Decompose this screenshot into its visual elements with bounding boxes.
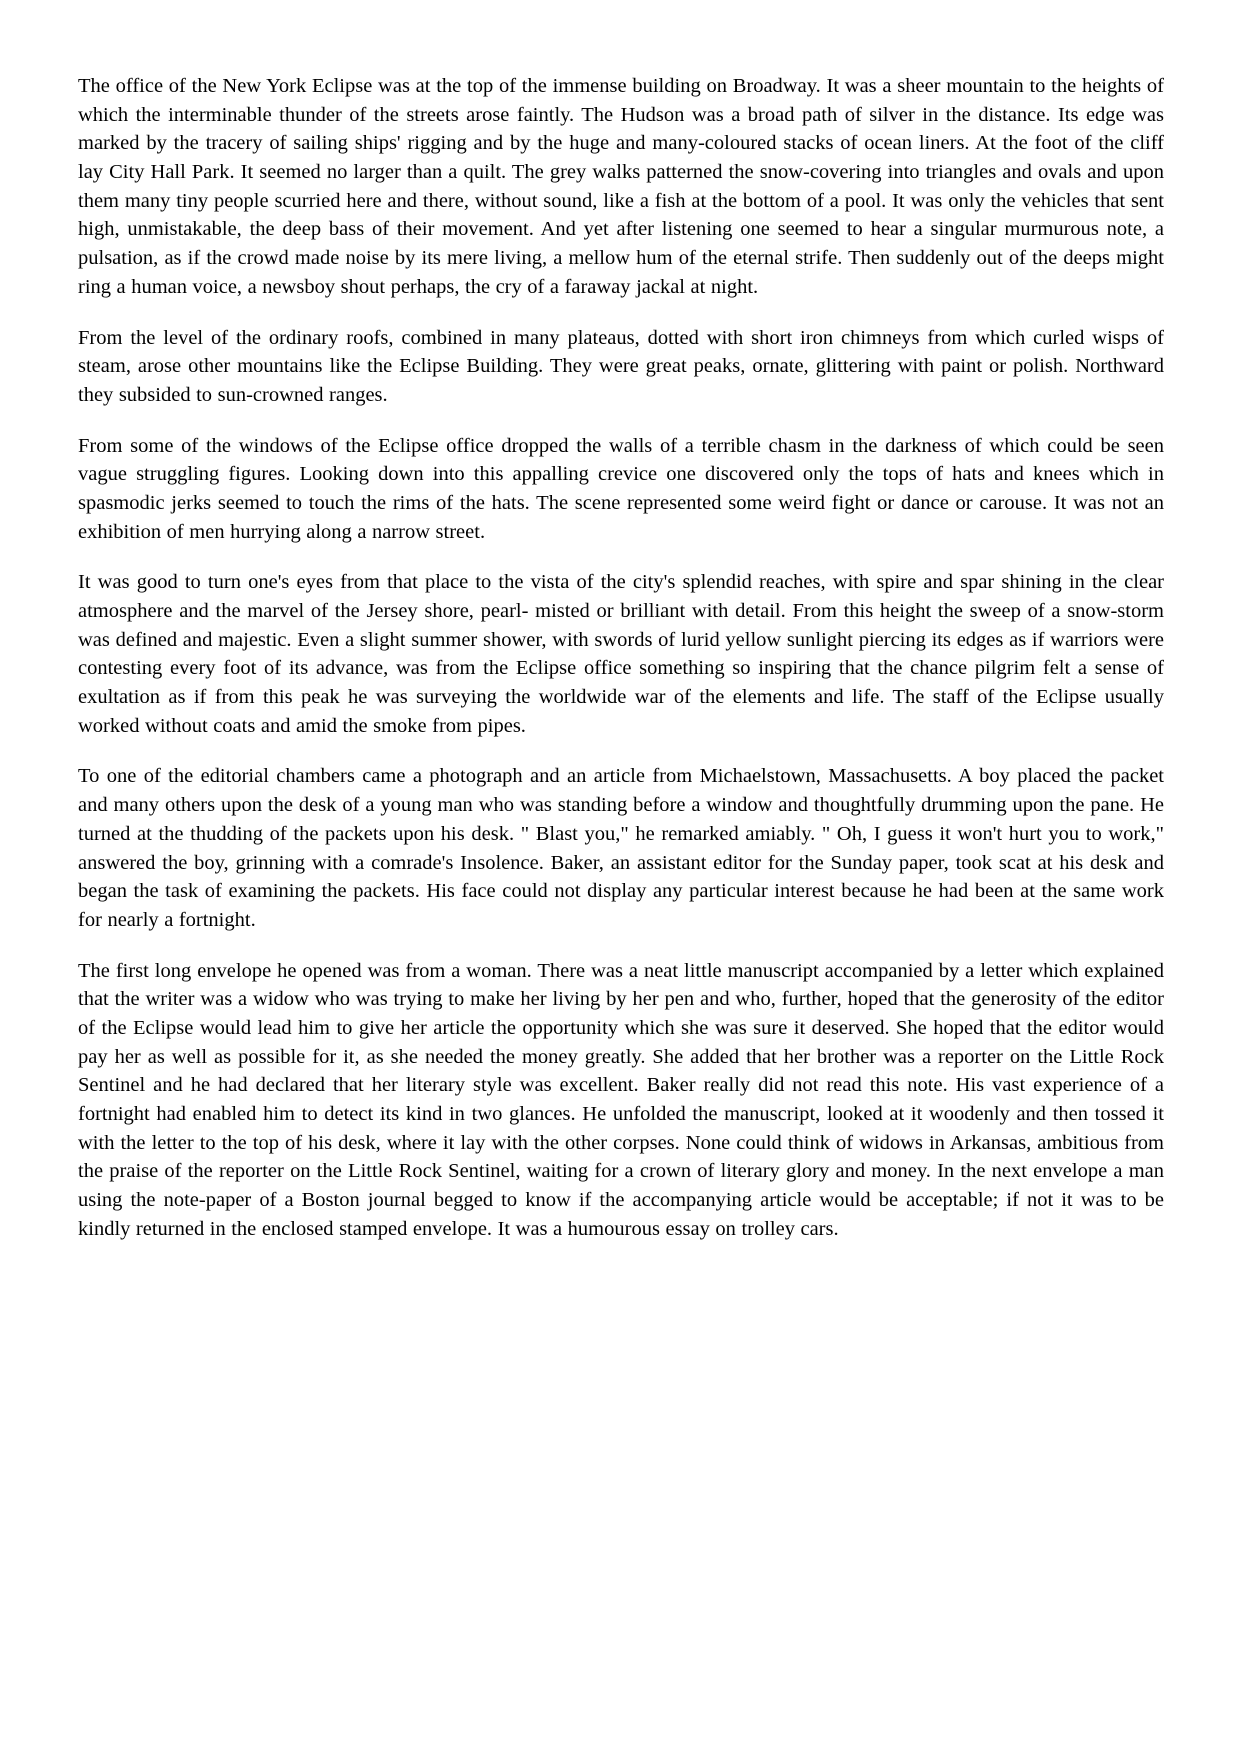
paragraph: The first long envelope he opened was from a woman. There was a neat little manuscript accompanied by a letter which explained that the writer was a widow who was trying to make her living by her pen and who, further, hoped that the generosity of the editor of the Eclipse would lead him to give her article the opportunity which she was sure it deserved. She hoped that the editor would pay her as well as possible for it, as she needed the money greatly. She added that her brother was a reporter on the Little Rock Sentinel and he had declared that her literary style was excellent. Baker really did not read this note. His vast experience of a fortnight had enabled him to detect its kind in two glances. He unfolded the manuscript, looked at it woodenly and then tossed it with the letter to the top of his desk, where it lay with the other corpses. None could think of widows in Arkansas, ambitious from the praise of the reporter on the Little Rock Sentinel, waiting for a crown of literary glory and money. In the next envelope a man using the note-paper of a Boston journal begged to know if the accompanying article would be acceptable; if not it was to be kindly returned in the enclosed stamped envelope. It was a humourous essay on trolley cars. xyxy=(78,959,1164,1240)
paragraph: To one of the editorial chambers came a photograph and an article from Michaelstown, Massachusetts. A boy placed the packet and many others upon the desk of a young man who was standing before a window and thoughtfully drumming upon the pane. He turned at the thudding of the packets upon his desk. " Blast you," he remarked amiably. " Oh, I guess it won't hurt you to work," answered the boy, grinning with a comrade's Insolence. Baker, an assistant editor for the Sunday paper, took scat at his desk and began the task of examining the packets. His face could not display any particular interest because he had been at the same work for nearly a fortnight. xyxy=(78,765,1164,931)
paragraph: The office of the New York Eclipse was at the top of the immense building on Broadway. It was a sheer mountain to the heights of which the interminable thunder of the streets arose faintly. The Hudson was a broad path of silver in the distance. Its edge was marked by the tracery of sailing ships' rigging and by the huge and many-coloured stacks of ocean liners. At the foot of the cliff lay City Hall Park. It seemed no larger than a quilt. The grey walks patterned the snow-covering into triangles and ovals and upon them many tiny people scurried here and there, without sound, like a fish at the bottom of a pool. It was only the vehicles that sent high, unmistakable, the deep bass of their movement. And yet after listening one seemed to hear a singular murmurous note, a pulsation, as if the crowd made noise by its mere living, a mellow hum of the eternal strife. Then suddenly out of the deeps might ring a human voice, a newsboy shout perhaps, the cry of a faraway jackal at night. xyxy=(78,75,1164,298)
paragraph: From some of the windows of the Eclipse office dropped the walls of a terrible chasm in the darkness of which could be seen vague struggling figures. Looking down into this appalling crevice one discovered only the tops of hats and knees which in spasmodic jerks seemed to touch the rims of the hats. The scene represented some weird fight or dance or carouse. It was not an exhibition of men hurrying along a narrow street. xyxy=(78,434,1164,543)
document-body xyxy=(78,72,1164,1243)
paragraph: It was good to turn one's eyes from that place to the vista of the city's splendid reaches, with spire and spar shining in the clear atmosphere and the marvel of the Jersey shore, pearl- misted or brilliant with detail. From this height the sweep of a snow-storm was defined and majestic. Even a slight summer shower, with swords of lurid yellow sunlight piercing its edges as if warriors were contesting every foot of its advance, was from the Eclipse office something so inspiring that the chance pilgrim felt a sense of exultation as if from this peak he was surveying the worldwide war of the elements and life. The staff of the Eclipse usually worked without coats and amid the smoke from pipes. xyxy=(78,571,1164,737)
paragraph: From the level of the ordinary roofs, combined in many plateaus, dotted with short iron chimneys from which curled wisps of steam, arose other mountains like the Eclipse Building. They were great peaks, ornate, glittering with paint or polish. Northward they subsided to sun-crowned ranges. xyxy=(78,326,1164,406)
